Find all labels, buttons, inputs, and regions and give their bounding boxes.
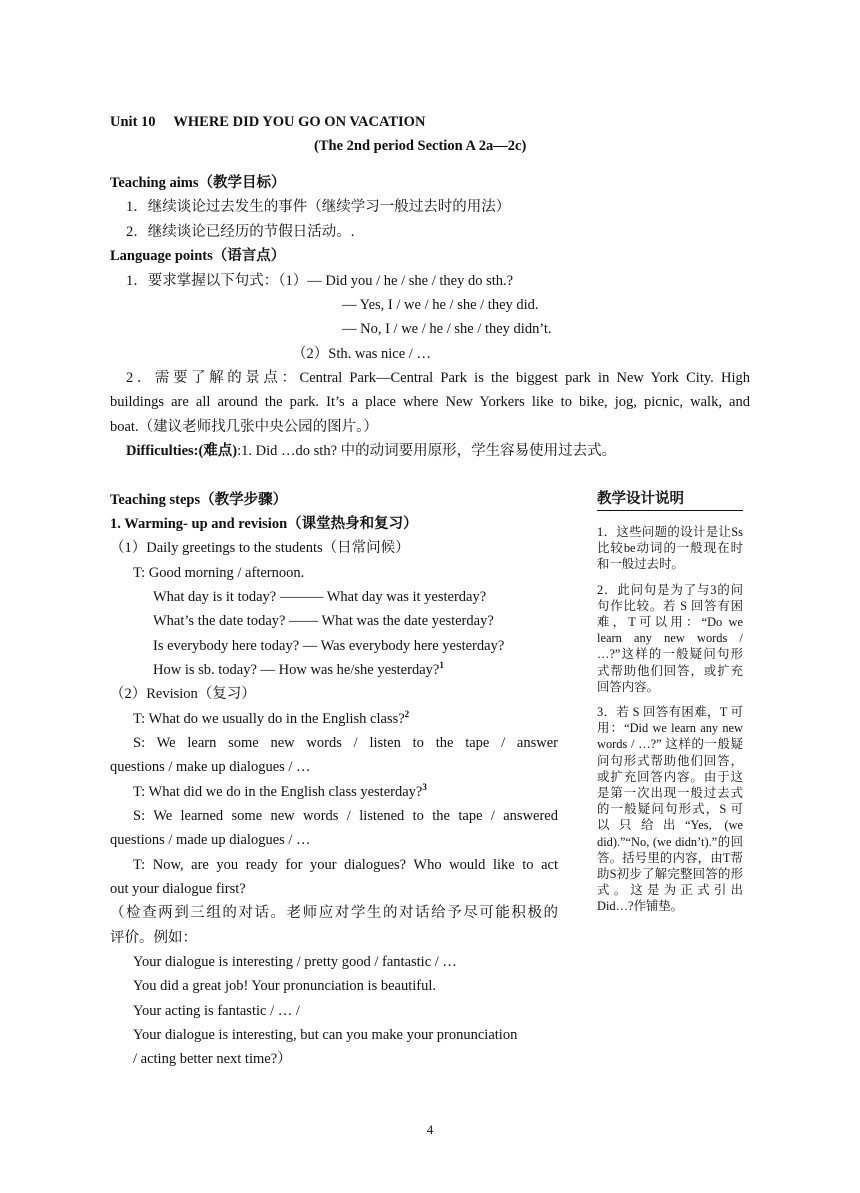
unit-title: Unit 10 WHERE DID YOU GO ON VACATION: [110, 114, 426, 130]
revision-question-3-line1: T: Now, are you ready for your dialogues? Who would like to act: [133, 857, 558, 873]
aim-item-1: 1．继续谈论过去发生的事件（继续学习一般过去时的用法）: [126, 199, 511, 215]
difficulties-label: Difficulties:(难点): [126, 443, 238, 459]
teacher-note-line1: （检查两到三组的对话。老师应对学生的对话给予尽可能积极的: [110, 905, 558, 921]
greeting-line-5: How is sb. today? — How was he/she yesterday?$^1$: [153, 660, 444, 678]
difficulties-line: [126, 439, 616, 463]
praise-line-1: Your dialogue is interesting / pretty good / fantastic / …: [133, 954, 457, 970]
period-subtitle: (The 2nd period Section A 2a—2c): [314, 138, 527, 154]
teacher-note-line2: 评价。例如：: [110, 930, 197, 946]
language-point-2-line3: boat.（建议老师找几张中央公园的图片。）: [110, 419, 378, 435]
revision-answer-1-line1: S: We learn some new words / listen to the tape / answer: [133, 735, 558, 751]
footnote-marker-3: 3: [422, 782, 427, 793]
language-point-1-yes: — Yes, I / we / he / she / they did.: [342, 297, 539, 313]
language-point-2-line2: buildings are all around the park. It’s a place where New Yorkers like to bike, jog, picnic, walk, and: [110, 394, 750, 410]
sidebar-note-1: 1．这些问题的设计是让Ss比较be动词的一般现在时和一般过去时。: [597, 525, 743, 572]
praise-line-4: Your dialogue is interesting, but can you make your pronunciation: [133, 1027, 518, 1043]
sidebar-notes: [597, 524, 743, 924]
revision-question-1: T: What do we usually do in the English class?$^2$: [133, 709, 410, 727]
language-point-1: 1．要求掌握以下句式：（1）— Did you / he / she / they do sth.?: [126, 273, 514, 289]
language-point-2-line1: 2．需要了解的景点：Central Park—Central Park is the biggest park in New York City. High: [126, 370, 750, 386]
revision-question-2: T: What did we do in the English class yesterday?$^3$: [133, 782, 427, 800]
language-point-1-part2: （2）Sth. was nice / …: [292, 346, 431, 362]
footnote-marker-2: 2: [404, 709, 410, 720]
page-number: 4: [426, 1122, 434, 1137]
revision-answer-1-line2: questions / make up dialogues / …: [110, 759, 311, 775]
sidebar-note-2: 2．此问句是为了与3的问句作比较。若 S 回答有困难，T可以用：“Do we learn any new words / …?”这样的一般疑问句形式帮助他们回答，或扩充回答内容。: [597, 582, 743, 694]
revision-answer-2-line1: S: We learned some new words / listened to the tape / answered: [133, 808, 558, 824]
difficulties-text: :1. Did …do sth? 中的动词要用原形，学生容易使用过去式。: [237, 443, 617, 459]
praise-line-2: You did a great job! Your pronunciation is beautiful.: [133, 978, 436, 994]
teaching-steps-heading: Teaching steps（教学步骤）: [110, 492, 288, 508]
teaching-aims-heading: Teaching aims（教学目标）: [110, 175, 286, 191]
language-point-1-no: — No, I / we / he / she / they didn’t.: [342, 321, 552, 337]
praise-line-3: Your acting is fantastic / … /: [133, 1003, 300, 1019]
greeting-line-4: Is everybody here today? — Was everybody here yesterday?: [153, 638, 505, 654]
praise-line-5: / acting better next time?）: [133, 1051, 292, 1067]
sidebar-note-3: 3．若 S 回答有困难，T 可用：“Did we learn any new words / …?” 这样的一般疑问句形式帮助他们回答，或扩充回答内容。由于这是第一次出现一般过去式的一般疑问句形式，S 可以只给出“Yes, (we did).”“No, (we didn’t).”的回答。括号里的内容，由T帮助S初步了解完整回答的形式。这是为正式引出Did…?作铺垫。: [597, 705, 743, 914]
greeting-line-2: What day is it today? ——— What day was it yesterday?: [153, 589, 487, 605]
footnote-marker-1: 1: [439, 660, 444, 671]
revision-question-3-line2: out your dialogue first?: [110, 881, 246, 897]
greeting-line-3: What’s the date today? —— What was the date yesterday?: [153, 613, 494, 629]
greeting-line-1: T: Good morning / afternoon.: [133, 565, 305, 581]
section-1-heading: 1. Warming- up and revision（课堂热身和复习）: [110, 516, 418, 532]
sub-step-1: （1）Daily greetings to the students（日常问候）: [110, 540, 410, 556]
language-points-heading: Language points（语言点）: [110, 248, 286, 264]
sub-step-2: （2）Revision（复习）: [110, 686, 256, 702]
aim-item-2: 2．继续谈论已经历的节假日活动。.: [126, 224, 355, 240]
revision-answer-2-line2: questions / made up dialogues / …: [110, 832, 311, 848]
sidebar-title: 教学设计说明: [597, 489, 743, 511]
